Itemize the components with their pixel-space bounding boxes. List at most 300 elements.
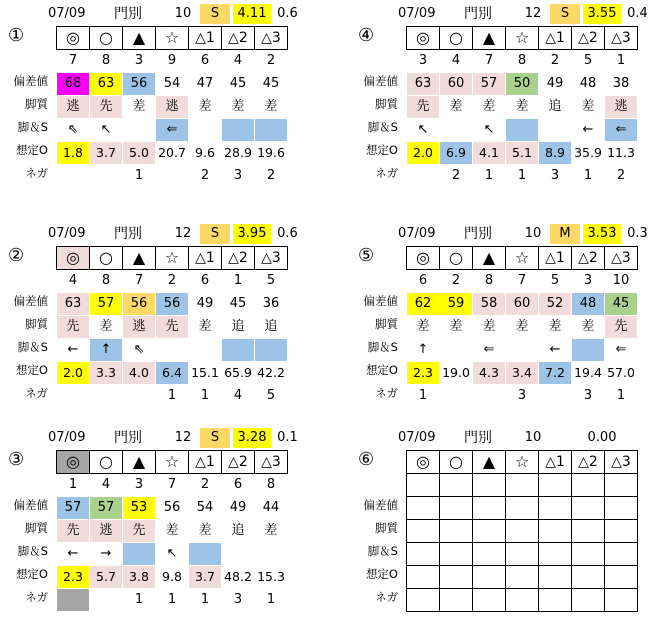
position-arrow-row	[407, 119, 638, 142]
grid-cell: 1	[123, 589, 156, 612]
grid-cell: △2	[572, 451, 605, 474]
grid-cell	[440, 497, 473, 520]
grid-cell: 63	[407, 73, 440, 96]
grid-cell: 4.1	[473, 142, 506, 165]
grid-cell: 3.3	[90, 362, 123, 385]
row-label: 偏差値	[13, 294, 48, 308]
race-header	[350, 4, 650, 24]
grid-cell: ↖	[156, 543, 189, 566]
negative-row	[407, 589, 638, 612]
deviation-row	[407, 73, 638, 96]
runner-count: 12	[174, 430, 192, 445]
score-value: 0.00	[587, 430, 617, 445]
grid-cell: 追	[539, 96, 572, 119]
grid-cell: △1	[539, 27, 572, 50]
race-date: 07/09	[398, 430, 436, 445]
grid-cell	[407, 497, 440, 520]
grid-cell: 4.3	[473, 362, 506, 385]
row-label: 脚質	[25, 521, 48, 535]
grid-cell: ◎	[407, 247, 440, 270]
grid-cell: 5.7	[90, 566, 123, 589]
negative-row	[407, 165, 638, 188]
grid-cell: 先	[90, 96, 123, 119]
deviation-row	[407, 293, 638, 316]
grid-cell	[440, 385, 473, 408]
grid-cell: 2.3	[57, 566, 90, 589]
grid-cell: 差	[440, 96, 473, 119]
grid-cell: 差	[539, 316, 572, 339]
grid-cell: 1	[473, 165, 506, 188]
row-label: 脚＆S	[17, 340, 48, 354]
grid-cell: ←	[572, 119, 605, 142]
row-label: ネガ	[375, 166, 398, 180]
grid-cell: 63	[90, 73, 123, 96]
grid-cell: 5	[583, 53, 593, 68]
venue-name: 門別	[114, 226, 142, 242]
row-label: 脚＆S	[17, 120, 48, 134]
grid-cell: 56	[123, 293, 156, 316]
sub-value: 0.4	[627, 6, 648, 21]
grid-cell: 差	[572, 316, 605, 339]
row-label: 脚質	[25, 317, 48, 331]
horse-number-row	[407, 270, 638, 293]
grid-cell	[123, 543, 156, 566]
grid-cell: 2	[200, 477, 210, 492]
grid-cell	[123, 385, 156, 408]
grid-cell: 8	[101, 273, 111, 288]
grid-cell: 8.9	[539, 142, 572, 165]
grid-cell: 2	[189, 165, 222, 188]
runner-count: 12	[174, 226, 192, 241]
grid-cell: 差	[407, 316, 440, 339]
grid-cell	[539, 566, 572, 589]
odds-row	[57, 362, 288, 385]
grid-cell: 2.0	[57, 362, 90, 385]
grid-cell: 48	[572, 293, 605, 316]
grid-cell	[189, 339, 222, 362]
grid-cell: 6	[200, 273, 210, 288]
grid-cell: 差	[255, 520, 288, 543]
grid-cell: 57	[57, 497, 90, 520]
race-date: 07/09	[48, 6, 86, 21]
grid-cell	[123, 119, 156, 142]
score-value: 3.95	[233, 224, 271, 244]
grid-cell	[539, 543, 572, 566]
row-label: 想定O	[365, 143, 398, 157]
grid-cell: 1	[233, 273, 243, 288]
grid-cell: ▲	[473, 247, 506, 270]
row-label: 偏差値	[13, 74, 48, 88]
grid-cell: 1	[68, 477, 78, 492]
grid-cell: 3	[572, 385, 605, 408]
row-labels	[350, 290, 404, 405]
grid-cell: ↖	[407, 119, 440, 142]
row-label: ネガ	[25, 386, 48, 400]
sub-value: 0.3	[627, 226, 648, 241]
race-number: ③	[8, 449, 25, 470]
grid-cell: 7	[68, 53, 78, 68]
grid-cell	[473, 589, 506, 612]
grid-cell: 28.9	[222, 142, 255, 165]
grid-cell: △3	[255, 247, 288, 270]
grid-cell: ▲	[123, 247, 156, 270]
race-panel	[350, 428, 650, 628]
grid-cell: ↖	[90, 119, 123, 142]
grid-cell	[407, 589, 440, 612]
grid-cell: 15.3	[255, 566, 288, 589]
grid-cell: 57	[90, 497, 123, 520]
grid-cell: 1	[189, 385, 222, 408]
grid-cell: △3	[605, 451, 638, 474]
grid-cell: 8	[484, 273, 494, 288]
grid-cell: ⇖	[123, 339, 156, 362]
mark-row	[407, 27, 638, 50]
grid-cell: 逃	[123, 316, 156, 339]
grid-cell: 先	[57, 316, 90, 339]
grid-cell	[506, 339, 539, 362]
grid-cell: 52	[539, 293, 572, 316]
grid-cell: 3	[222, 165, 255, 188]
race-panel	[0, 428, 300, 628]
grid-cell	[407, 165, 440, 188]
grid-cell	[506, 566, 539, 589]
grid-cell: 11.3	[605, 142, 638, 165]
grid-cell	[605, 589, 638, 612]
grid-cell: 58	[473, 293, 506, 316]
grid-cell: 9.6	[189, 142, 222, 165]
grid-cell: 4.0	[123, 362, 156, 385]
grid-cell: 2	[255, 165, 288, 188]
grid-cell: 45	[222, 293, 255, 316]
grid-cell	[572, 520, 605, 543]
row-label: ネガ	[25, 590, 48, 604]
race-date: 07/09	[398, 226, 436, 241]
negative-row	[57, 589, 288, 612]
grid-cell: 8	[517, 53, 527, 68]
row-labels	[350, 70, 404, 185]
grid-cell	[255, 339, 288, 362]
grid-cell: 49	[539, 73, 572, 96]
score-value: 3.55	[583, 4, 621, 24]
grid-cell: 54	[189, 497, 222, 520]
grid-cell	[57, 385, 90, 408]
grid-cell: △1	[189, 27, 222, 50]
race-number: ②	[8, 245, 25, 266]
grid-cell: 1	[156, 385, 189, 408]
row-label: 脚質	[375, 97, 398, 111]
grid-cell: 追	[222, 520, 255, 543]
grid-cell: 44	[255, 497, 288, 520]
grid-cell	[156, 339, 189, 362]
grid-cell: △2	[222, 27, 255, 50]
grid-cell: △3	[605, 27, 638, 50]
grid-cell	[440, 119, 473, 142]
race-number: ⑥	[358, 449, 375, 470]
grid-cell: ☆	[156, 451, 189, 474]
grid-cell: 59	[440, 293, 473, 316]
race-number: ⑤	[358, 245, 375, 266]
grid-cell: 差	[189, 96, 222, 119]
horse-number-row	[57, 50, 288, 73]
horse-number-row	[407, 50, 638, 73]
grid-cell: 逃	[57, 96, 90, 119]
grid-cell: 2	[167, 273, 177, 288]
grid-cell: △2	[222, 247, 255, 270]
grid-cell: ☆	[506, 27, 539, 50]
grid-cell: 6	[418, 273, 428, 288]
runner-count: 12	[524, 6, 542, 21]
grid-cell: 48	[572, 73, 605, 96]
grid-cell: ◎	[57, 247, 90, 270]
grid-cell	[572, 566, 605, 589]
grid-cell: 差	[156, 520, 189, 543]
running-style-row	[57, 520, 288, 543]
grid-cell: 7.2	[539, 362, 572, 385]
grid-cell	[605, 520, 638, 543]
row-labels	[0, 494, 54, 609]
grid-cell: 3	[222, 589, 255, 612]
grid-cell	[473, 543, 506, 566]
grid-cell	[222, 339, 255, 362]
row-label: 脚質	[375, 317, 398, 331]
class-badge	[550, 428, 580, 448]
grid-cell	[506, 119, 539, 142]
grid-cell: ○	[90, 27, 123, 50]
grid-cell	[407, 543, 440, 566]
race-date: 07/09	[48, 430, 86, 445]
grid-cell: 5	[550, 273, 560, 288]
prediction-grid	[56, 246, 288, 408]
negative-row	[407, 385, 638, 408]
grid-cell: 7	[134, 273, 144, 288]
grid-cell	[189, 119, 222, 142]
grid-cell: 5.0	[123, 142, 156, 165]
grid-cell: △1	[189, 451, 222, 474]
grid-cell	[440, 474, 473, 497]
grid-cell	[222, 543, 255, 566]
grid-cell: 4	[101, 477, 111, 492]
grid-cell: 1.8	[57, 142, 90, 165]
grid-cell: △3	[255, 451, 288, 474]
grid-cell: 差	[90, 316, 123, 339]
grid-cell	[189, 543, 222, 566]
position-arrow-row	[57, 339, 288, 362]
grid-cell: 6	[200, 53, 210, 68]
row-label: 想定O	[15, 363, 48, 377]
grid-cell	[506, 543, 539, 566]
odds-row	[57, 142, 288, 165]
grid-cell: 45	[255, 73, 288, 96]
grid-cell: 45	[605, 293, 638, 316]
grid-cell: 9	[167, 53, 177, 68]
grid-cell: 49	[189, 293, 222, 316]
grid-cell: 逃	[605, 96, 638, 119]
grid-cell: 差	[255, 96, 288, 119]
grid-cell	[473, 385, 506, 408]
grid-cell: 差	[473, 96, 506, 119]
class-badge: S	[550, 4, 580, 24]
grid-cell: 7	[517, 273, 527, 288]
class-badge: M	[550, 224, 580, 244]
grid-cell: ↑	[407, 339, 440, 362]
horse-number-row	[57, 474, 288, 497]
class-badge: S	[200, 224, 230, 244]
grid-cell	[407, 566, 440, 589]
running-style-row	[407, 520, 638, 543]
row-label: 脚＆S	[367, 544, 398, 558]
grid-cell: 追	[255, 316, 288, 339]
grid-cell: 6	[233, 477, 243, 492]
grid-cell	[440, 339, 473, 362]
grid-cell	[605, 566, 638, 589]
position-arrow-row	[407, 339, 638, 362]
grid-cell: 先	[156, 316, 189, 339]
prediction-grid	[56, 450, 288, 612]
grid-cell: 19.0	[440, 362, 473, 385]
row-label: 脚＆S	[17, 544, 48, 558]
grid-cell	[473, 474, 506, 497]
grid-cell: 4	[233, 53, 243, 68]
grid-cell	[572, 589, 605, 612]
grid-cell: ▲	[123, 451, 156, 474]
grid-cell: 6.4	[156, 362, 189, 385]
grid-cell: 15.1	[189, 362, 222, 385]
grid-cell	[572, 474, 605, 497]
row-label: 想定O	[365, 363, 398, 377]
deviation-row	[57, 293, 288, 316]
sub-value	[625, 428, 650, 448]
prediction-grid	[406, 246, 638, 408]
sub-value: 0.6	[277, 6, 298, 21]
grid-cell	[57, 589, 90, 612]
grid-cell: 68	[57, 73, 90, 96]
position-arrow-row	[57, 119, 288, 142]
grid-cell: 57	[90, 293, 123, 316]
score-value: 3.28	[233, 428, 271, 448]
grid-cell: 4	[68, 273, 78, 288]
grid-cell: 6.9	[440, 142, 473, 165]
race-header	[0, 428, 300, 448]
grid-cell: 7	[167, 477, 177, 492]
grid-cell: 差	[440, 316, 473, 339]
grid-cell	[407, 474, 440, 497]
grid-cell: 60	[506, 293, 539, 316]
grid-cell: 1	[572, 165, 605, 188]
grid-cell: 65.9	[222, 362, 255, 385]
deviation-row	[57, 73, 288, 96]
grid-cell: 53	[123, 497, 156, 520]
grid-cell: 追	[222, 316, 255, 339]
grid-cell: 42.2	[255, 362, 288, 385]
grid-cell: ↖	[473, 119, 506, 142]
grid-cell: 19.6	[255, 142, 288, 165]
runner-count: 10	[524, 430, 542, 445]
grid-cell: ⇐	[605, 339, 638, 362]
grid-cell: 先	[123, 520, 156, 543]
grid-cell: ⇐	[156, 119, 189, 142]
row-label: 偏差値	[363, 74, 398, 88]
venue-name: 門別	[464, 226, 492, 242]
grid-cell: →	[90, 543, 123, 566]
deviation-row	[57, 497, 288, 520]
grid-cell: 3	[418, 53, 428, 68]
odds-row	[407, 362, 638, 385]
grid-cell	[255, 119, 288, 142]
grid-cell: 3	[134, 477, 144, 492]
grid-cell: 63	[57, 293, 90, 316]
race-panel	[350, 224, 650, 424]
grid-cell: 2	[451, 273, 461, 288]
grid-cell: 3.8	[123, 566, 156, 589]
race-number: ①	[8, 25, 25, 46]
grid-cell: 9.8	[156, 566, 189, 589]
horse-number-row	[407, 474, 638, 497]
prediction-grid	[56, 26, 288, 188]
grid-cell: 48.2	[222, 566, 255, 589]
grid-cell: ○	[440, 27, 473, 50]
grid-cell	[539, 497, 572, 520]
grid-cell: 49	[222, 497, 255, 520]
race-panel	[0, 4, 300, 204]
grid-cell: 差	[123, 96, 156, 119]
grid-cell: ○	[90, 247, 123, 270]
grid-cell: △2	[572, 247, 605, 270]
row-labels	[0, 70, 54, 185]
row-label: 想定O	[15, 567, 48, 581]
grid-cell: 45	[222, 73, 255, 96]
grid-cell: 3	[506, 385, 539, 408]
grid-cell: 1	[123, 165, 156, 188]
grid-cell: ☆	[506, 247, 539, 270]
grid-cell: △3	[605, 247, 638, 270]
grid-cell: 2	[550, 53, 560, 68]
grid-cell: 35.9	[572, 142, 605, 165]
class-badge: S	[200, 4, 230, 24]
grid-cell	[90, 165, 123, 188]
race-header	[350, 224, 650, 244]
grid-cell: ◎	[407, 27, 440, 50]
grid-cell	[572, 543, 605, 566]
sub-value: 0.1	[277, 430, 298, 445]
mark-row	[57, 451, 288, 474]
venue-name: 門別	[464, 430, 492, 446]
runner-count: 10	[524, 226, 542, 241]
grid-cell: ○	[440, 451, 473, 474]
row-label: ネガ	[25, 166, 48, 180]
grid-cell: 20.7	[156, 142, 189, 165]
row-label: 想定O	[15, 143, 48, 157]
row-label: ネガ	[375, 590, 398, 604]
grid-cell: 2.0	[407, 142, 440, 165]
odds-row	[57, 566, 288, 589]
grid-cell: 3	[583, 273, 593, 288]
grid-cell: 1	[506, 165, 539, 188]
position-arrow-row	[407, 543, 638, 566]
grid-cell: ←	[539, 339, 572, 362]
grid-cell: 3.7	[90, 142, 123, 165]
grid-cell: 50	[506, 73, 539, 96]
row-label: ネガ	[375, 386, 398, 400]
grid-cell	[539, 474, 572, 497]
sub-value: 0.6	[277, 226, 298, 241]
grid-cell: 5	[266, 273, 276, 288]
grid-cell: ▲	[473, 27, 506, 50]
grid-cell	[90, 385, 123, 408]
grid-cell	[222, 119, 255, 142]
grid-cell: 3	[539, 165, 572, 188]
grid-cell: 4	[451, 53, 461, 68]
grid-cell: 1	[189, 589, 222, 612]
